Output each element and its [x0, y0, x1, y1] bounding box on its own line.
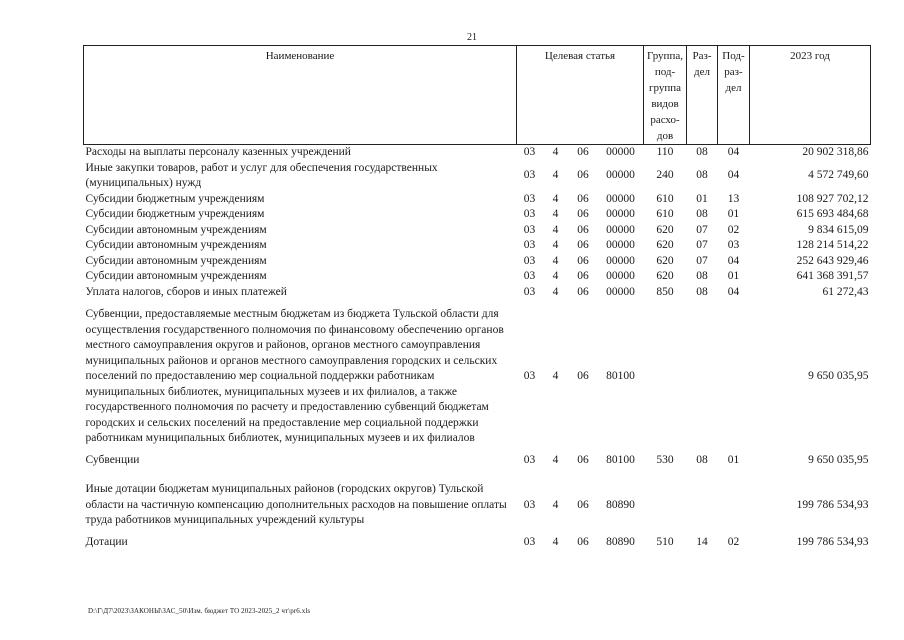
- row-target-c: 06: [577, 370, 589, 382]
- row-target-d: 00000: [606, 254, 635, 267]
- row-name: Уплата налогов, сборов и иных платежей: [85, 285, 287, 298]
- footer-file-path: D:\Г\Д7\2023\ЗАКОНЫ\ЗАС_50\Изм. бюджет ТО 2023-2025_2 чт\pr6.xls: [88, 607, 311, 615]
- row-amount: 128 214 514,22: [796, 239, 869, 251]
- row-amount: 199 786 534,93: [796, 535, 869, 548]
- row-subsection: 02: [727, 223, 740, 236]
- row-target-d: 80100: [606, 370, 635, 382]
- row-target-a: 03: [523, 192, 536, 205]
- row-target-b: 4: [552, 270, 559, 282]
- table-row: [84, 269, 871, 285]
- row-target-c: 06: [577, 208, 589, 220]
- row-group: 850: [656, 285, 674, 298]
- row-amount: 20 902 318,86: [802, 146, 869, 158]
- row-group: 620: [656, 254, 674, 267]
- row-group: 610: [656, 192, 674, 205]
- row-target-a: 03: [523, 453, 536, 466]
- row-group: 240: [656, 169, 674, 182]
- row-target-d: 80100: [606, 453, 635, 466]
- row-section: 01: [696, 192, 708, 205]
- row-target-d: 00000: [606, 223, 635, 236]
- row-target-a: 03: [523, 370, 536, 382]
- row-amount: 641 368 391,57: [796, 270, 869, 282]
- row-target-b: 4: [552, 146, 559, 158]
- row-target-c: 06: [577, 453, 589, 466]
- row-amount: 61 272,43: [822, 285, 869, 298]
- row-section: 08: [696, 285, 708, 298]
- table-row: [84, 475, 871, 535]
- row-target-b: 4: [552, 169, 559, 182]
- row-subsection: [718, 475, 750, 535]
- row-subsection: 01: [727, 270, 740, 282]
- row-group: 510: [656, 535, 674, 548]
- row-target-b: 4: [552, 208, 559, 220]
- row-target-b: 4: [552, 370, 559, 382]
- row-subsection: 01: [727, 453, 740, 466]
- row-group: 530: [656, 453, 674, 466]
- row-name: Иные закупки товаров, работ и услуг для обеспечения государственных (муниципальных) нужд: [85, 161, 438, 189]
- table-row: [84, 238, 871, 254]
- header-section: Раз- дел: [687, 46, 718, 145]
- budget-table: [83, 45, 871, 557]
- header-target: Целевая статья: [517, 46, 644, 145]
- row-target-b: 4: [552, 453, 559, 466]
- row-subsection: 04: [727, 254, 740, 267]
- table-row: [84, 453, 871, 476]
- row-target-d: 00000: [606, 285, 635, 298]
- header-group: Группа, под- группа видов расхо- дов: [644, 46, 687, 145]
- header-year: 2023 год: [750, 46, 871, 145]
- page-number: 21: [467, 32, 477, 43]
- row-target-d: 00000: [606, 169, 635, 182]
- row-amount: 252 643 929,46: [796, 254, 869, 267]
- row-section: 08: [696, 453, 708, 466]
- row-group: [644, 300, 687, 453]
- table-row: [84, 300, 871, 453]
- row-target-d: 00000: [606, 146, 635, 158]
- row-group: 620: [656, 270, 674, 282]
- row-subsection: 01: [727, 208, 740, 220]
- row-amount: 9 834 615,09: [808, 223, 869, 236]
- row-target-b: 4: [552, 498, 559, 511]
- row-section: 08: [696, 208, 708, 220]
- row-subsection: 04: [727, 146, 740, 158]
- row-group: 610: [656, 208, 674, 220]
- row-target-d: 00000: [606, 239, 635, 251]
- row-target-c: 06: [577, 254, 589, 267]
- row-name: Иные дотации бюджетам муниципальных районов (городских округов) Тульской области на частичную компенсацию дополнительных расходов на повышение оплаты труда работников муниципальных учреждений культуры: [85, 483, 507, 526]
- header-subsection: Под- раз- дел: [718, 46, 750, 145]
- row-target-b: 4: [552, 254, 559, 267]
- row-subsection: [718, 300, 750, 453]
- table-row: [84, 535, 871, 558]
- row-name: Субсидии автономным учреждениям: [85, 254, 267, 267]
- table-header-row: [84, 46, 871, 145]
- row-target-c: 06: [577, 535, 589, 548]
- row-subsection: 13: [727, 192, 740, 205]
- row-target-a: 03: [523, 169, 536, 182]
- row-group: [644, 475, 687, 535]
- row-target-a: 03: [523, 146, 536, 158]
- row-target-c: 06: [577, 498, 589, 511]
- row-target-c: 06: [577, 270, 589, 282]
- row-target-c: 06: [577, 285, 589, 298]
- row-target-a: 03: [523, 254, 536, 267]
- row-name: Дотации: [85, 535, 128, 548]
- row-amount: 4 572 749,60: [808, 169, 869, 182]
- row-target-d: 80890: [606, 498, 635, 511]
- row-name: Субсидии автономным учреждениям: [85, 270, 267, 282]
- row-target-b: 4: [552, 285, 559, 298]
- row-target-a: 03: [523, 535, 536, 548]
- row-target-a: 03: [523, 285, 536, 298]
- row-amount: 9 650 035,95: [808, 453, 869, 466]
- row-section: 07: [696, 254, 708, 267]
- row-group: 620: [656, 239, 674, 251]
- row-target-c: 06: [577, 146, 589, 158]
- row-name: Расходы на выплаты персоналу казенных учреждений: [85, 146, 351, 158]
- row-section: 07: [696, 223, 708, 236]
- row-target-a: 03: [523, 208, 536, 220]
- row-amount: 9 650 035,95: [808, 370, 869, 382]
- row-subsection: 04: [727, 285, 740, 298]
- table-row: [84, 207, 871, 223]
- row-section: 08: [696, 270, 708, 282]
- table-row: [84, 145, 871, 161]
- row-amount: 615 693 484,68: [796, 208, 869, 220]
- row-group: 620: [656, 223, 674, 236]
- row-target-d: 80890: [606, 535, 635, 548]
- table-row: [84, 285, 871, 301]
- table-row: [84, 223, 871, 239]
- row-name: Субвенции: [85, 453, 140, 466]
- row-target-b: 4: [552, 223, 559, 236]
- table-row: [84, 161, 871, 192]
- row-name: Субсидии бюджетным учреждениям: [85, 192, 265, 205]
- row-section: 08: [696, 146, 708, 158]
- row-group: 110: [656, 146, 674, 158]
- row-target-c: 06: [577, 192, 589, 205]
- table-row: [84, 254, 871, 270]
- row-name: Субсидии автономным учреждениям: [85, 239, 267, 251]
- row-section: 07: [696, 239, 708, 251]
- row-subsection: 02: [727, 535, 740, 548]
- row-target-a: 03: [523, 223, 536, 236]
- row-target-a: 03: [523, 239, 536, 251]
- row-target-b: 4: [552, 239, 559, 251]
- row-target-b: 4: [552, 535, 559, 548]
- row-subsection: 03: [727, 239, 740, 251]
- row-target-a: 03: [523, 498, 536, 511]
- row-target-d: 00000: [606, 192, 635, 205]
- row-section: 14: [696, 535, 708, 548]
- row-target-d: 00000: [606, 208, 635, 220]
- row-target-a: 03: [523, 270, 536, 282]
- row-section: [687, 475, 718, 535]
- row-name: Субсидии бюджетным учреждениям: [85, 208, 265, 220]
- row-target-c: 06: [577, 223, 589, 236]
- table-row: [84, 192, 871, 208]
- row-amount: 108 927 702,12: [796, 192, 869, 205]
- row-section: 08: [696, 169, 708, 182]
- row-name: Субвенции, предоставляемые местным бюджетам из бюджета Тульской области для осуществления государственного полномочия по финансовому обеспечению органов местного самоуправления округов и районов, органов местного самоуправления муниципальных районов и органов местного самоуправления городских и сельских поселений по предоставлению мер социальной поддержки работникам муниципальных библиотек, муниципальных музеев и их филиалов, а также государственного полномочия по расчету и предоставлению субвенций бюджетам городских и сельских поселений на предоставление мер социальной поддержки работникам муниципальных библиотек, муниципальных музеев и их филиалов: [85, 308, 504, 444]
- row-target-d: 00000: [606, 270, 635, 282]
- header-name: Наименование: [84, 46, 517, 145]
- row-amount: 199 786 534,93: [796, 498, 869, 511]
- row-target-c: 06: [577, 169, 589, 182]
- row-name: Субсидии автономным учреждениям: [85, 223, 267, 236]
- row-target-c: 06: [577, 239, 589, 251]
- row-section: [687, 300, 718, 453]
- row-subsection: 04: [727, 169, 740, 182]
- row-target-b: 4: [552, 192, 559, 205]
